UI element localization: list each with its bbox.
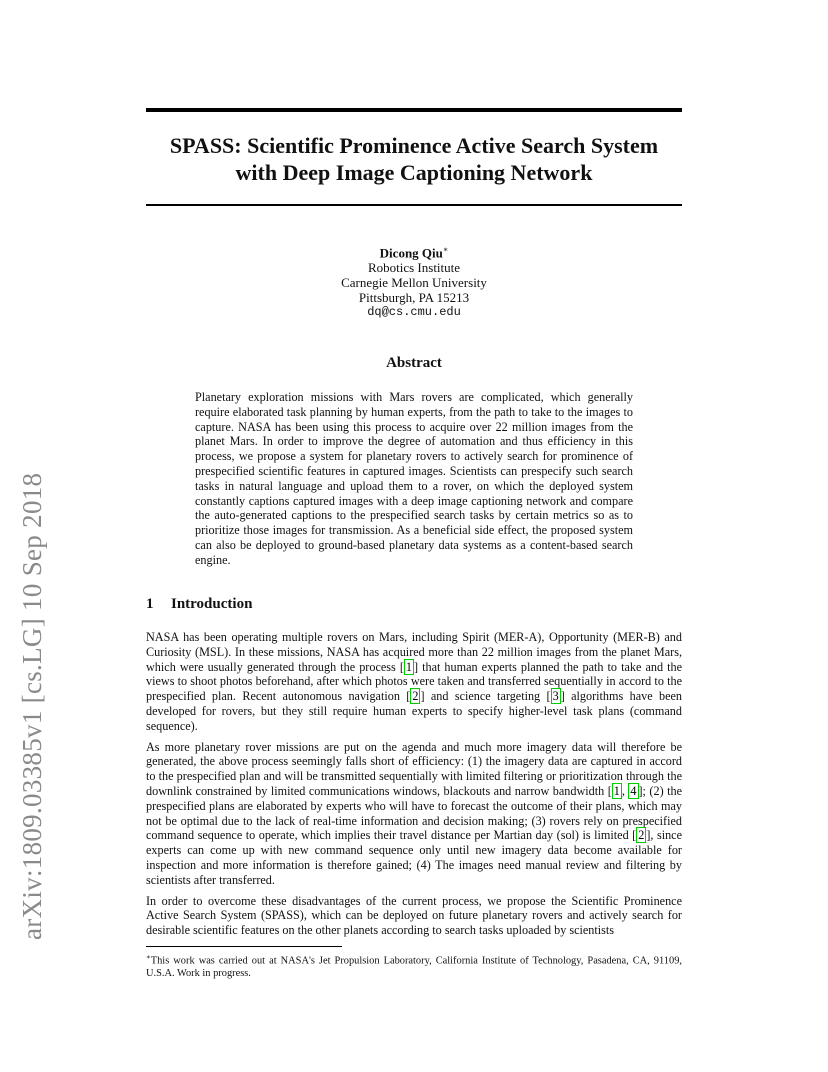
arxiv-identifier-stamp: arXiv:1809.03385v1 [cs.LG] 10 Sep 2018 [17,472,47,940]
author-affiliation-1: Robotics Institute [367,260,461,276]
citation-link[interactable]: 2 [638,828,645,843]
footnote [146,951,682,980]
section-number: 1 [146,596,154,612]
author-address: Pittsburgh, PA 15213 [358,290,470,306]
abstract-heading: Abstract [386,355,442,371]
section-heading-introduction [146,596,252,613]
intro-paragraph-2: As more planetary rover missions are put on the agenda and much more imagery data will therefore be generated, the above process seemingly falls short of efficiency: (1) the imagery data are captured in accord to the prespecified plan and will be transmitted sequentially with limited filtering or prioritization through the downlink constrained by limited communications windows, blackouts and narrow bandwidth [ 1 , 4 ]; (2) the prespecified plans are elaborated by experts who will have to forecast the outcome of their plans, which may not be optimal due to the lack of real-time information and decision making; (3) rovers rely on prespecified command sequence to operate, which implies their travel distance per Martian day (sol) is limited [ 2 ], since experts can come up with new command sequence only until new imagery data become available for inspection and more information is therefore gained; (4) The images need manual review and filtering by scientists after transferred. [146,739,683,887]
author-affiliation-2: Carnegie Mellon University [341,275,487,291]
paper-title [146,132,682,186]
author-email[interactable]: dq@cs.cmu.edu [367,305,461,320]
intro-paragraph-3: In order to overcome these disadvantages of the current process, we propose the Scientific Prominence Active Search System (SPASS), which can be deployed on future planetary rovers and actively search for desirable scientific features on the other planets according to search tasks uploaded by scientists [146,893,682,938]
footnote-rule [146,946,342,947]
footnote-text: This work was carried out at NASA's Jet Propulsion Laboratory, California Institute of Technology, Pasadena, CA, 91109, U.S.A. Work in progress. [146,955,682,980]
author-block [146,242,682,320]
author-footnote-mark: ∗ [442,245,449,254]
footnote-mark: ∗ [146,953,151,961]
author-name: Dicong Qiu∗ [379,245,449,261]
title-rule-top [146,108,682,112]
title-rule-bottom [146,204,682,206]
citation-link[interactable]: 1 [405,659,412,674]
citation-link[interactable]: 3 [552,689,559,704]
section-title: Introduction [171,596,253,612]
introduction-body [146,630,682,944]
intro-paragraph-1: NASA has been operating multiple rovers on Mars, including Spirit (MER-A), Opportunity (MER-B) and Curiosity (MSL). In these missions, NASA has acquired more than 22 million images from the planet Mars, which were usually generated through the process [ 1 ] that human experts planned the path to take and the views to shoot photos beforehand, after which photos were taken and transferred sequentially in accord to the prespecified plan. Recent autonomous navigation [ 2 ] and science targeting [ 3 ] algorithms have been developed for rovers, but they still require human experts to specify higher-level task plans (command sequence). [146,630,682,733]
citation-link[interactable]: 4 [630,783,637,798]
abstract-text: Planetary exploration missions with Mars rovers are complicated, which generally require elaborated task planning by human experts, from the path to take to the images to capture. NASA has been using this process to acquire over 22 million images from the planet Mars. In order to improve the degree of automation and thus efficiency in this process, we propose a system for planetary rovers to actively search for prominence of prespecified scientific features in captured images. Scientists can prespecify such search tasks in natural language and upload them to a rover, on which the deployed system constantly captions captured images with a deep image captioning network and compare the auto-generated captions to the prespecified search tasks by certain metrics so as to prioritize those images for transmission. As a beneficial side effect, the proposed system can also be deployed to ground-based planetary data systems as a content-based search engine. [195,390,633,567]
title-line-1: SPASS: Scientific Prominence Active Search System [169,133,659,158]
citation-link[interactable]: 2 [412,689,419,704]
citation-link[interactable]: 1 [613,783,620,798]
title-line-2: with Deep Image Captioning Network [235,160,593,185]
